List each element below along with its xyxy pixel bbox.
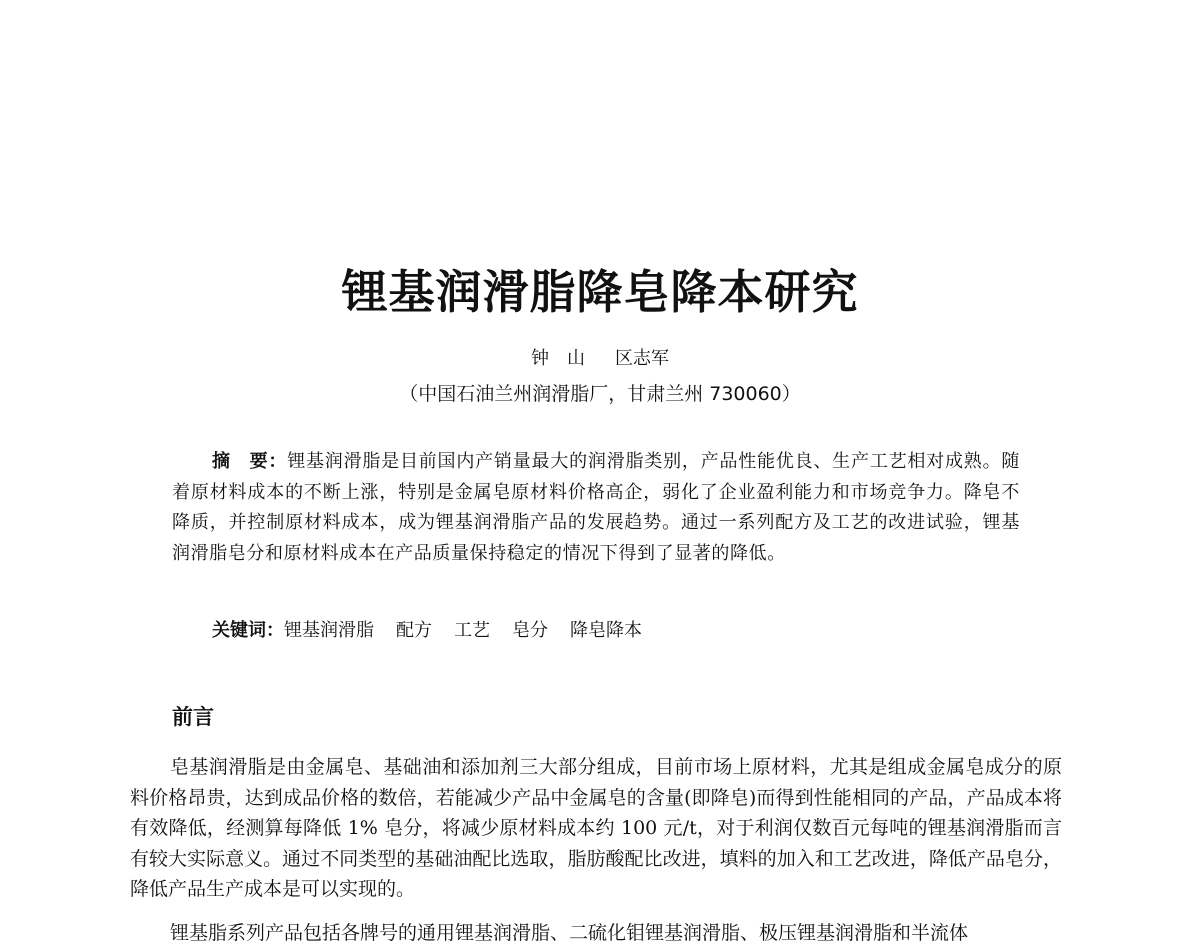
abstract-text: 锂基润滑脂是目前国内产销量最大的润滑脂类别，产品性能优良、生产工艺相对成熟。随着原材料成本的不断上涨，特别是金属皂原材料价格高企，弱化了企业盈利能力和市场竞争力。降皂不降质，并控制原材料成本，成为锂基润滑脂产品的发展趋势。通过一系列配方及工艺的改进试验，锂基润滑脂皂分和原材料成本在产品质量保持稳定的情况下得到了显著的降低。 bbox=[172, 451, 1020, 564]
paper-title: 锂基润滑脂降皂降本研究 bbox=[341, 265, 859, 319]
keywords bbox=[212, 616, 664, 646]
keyword: 锂基润滑脂 bbox=[284, 620, 374, 641]
abstract-label: 摘 要： bbox=[212, 451, 288, 472]
body-paragraph: 皂基润滑脂是由金属皂、基础油和添加剂三大部分组成，目前市场上原材料，尤其是组成金属皂成分的原料价格昂贵，达到成品价格的数倍，若能减少产品中金属皂的含量(即降皂)而得到性能相同的产品，产品成本将有效降低，经测算每降低 1% 皂分，将减少原材料成本约 100 元/t，对于利润仅数百元每吨的锂基润滑脂而言有较大实际意义。通过不同类型的基础油配比选取，脂肪酸配比改进，填料的加入和工艺改进，降低产品皂分，降低产品生产成本是可以实现的。 bbox=[130, 756, 1062, 901]
abstract bbox=[172, 447, 1020, 569]
keyword: 工艺 bbox=[454, 620, 490, 641]
keyword: 降皂降本 bbox=[570, 620, 642, 641]
keyword: 配方 bbox=[396, 620, 432, 641]
keywords-label: 关键词： bbox=[212, 620, 284, 641]
author-name: 区志军 bbox=[615, 348, 669, 369]
author-name: 钟 山 bbox=[531, 348, 585, 369]
keyword: 皂分 bbox=[512, 620, 548, 641]
section-heading: 前言 bbox=[172, 705, 214, 729]
author-affiliation: （中国石油兰州润滑脂厂，甘肃兰州 730060） bbox=[399, 383, 801, 405]
author-list bbox=[0, 346, 1200, 372]
body-paragraph: 锂基脂系列产品包括各牌号的通用锂基润滑脂、二硫化钼锂基润滑脂、极压锂基润滑脂和半流体 bbox=[170, 922, 969, 944]
